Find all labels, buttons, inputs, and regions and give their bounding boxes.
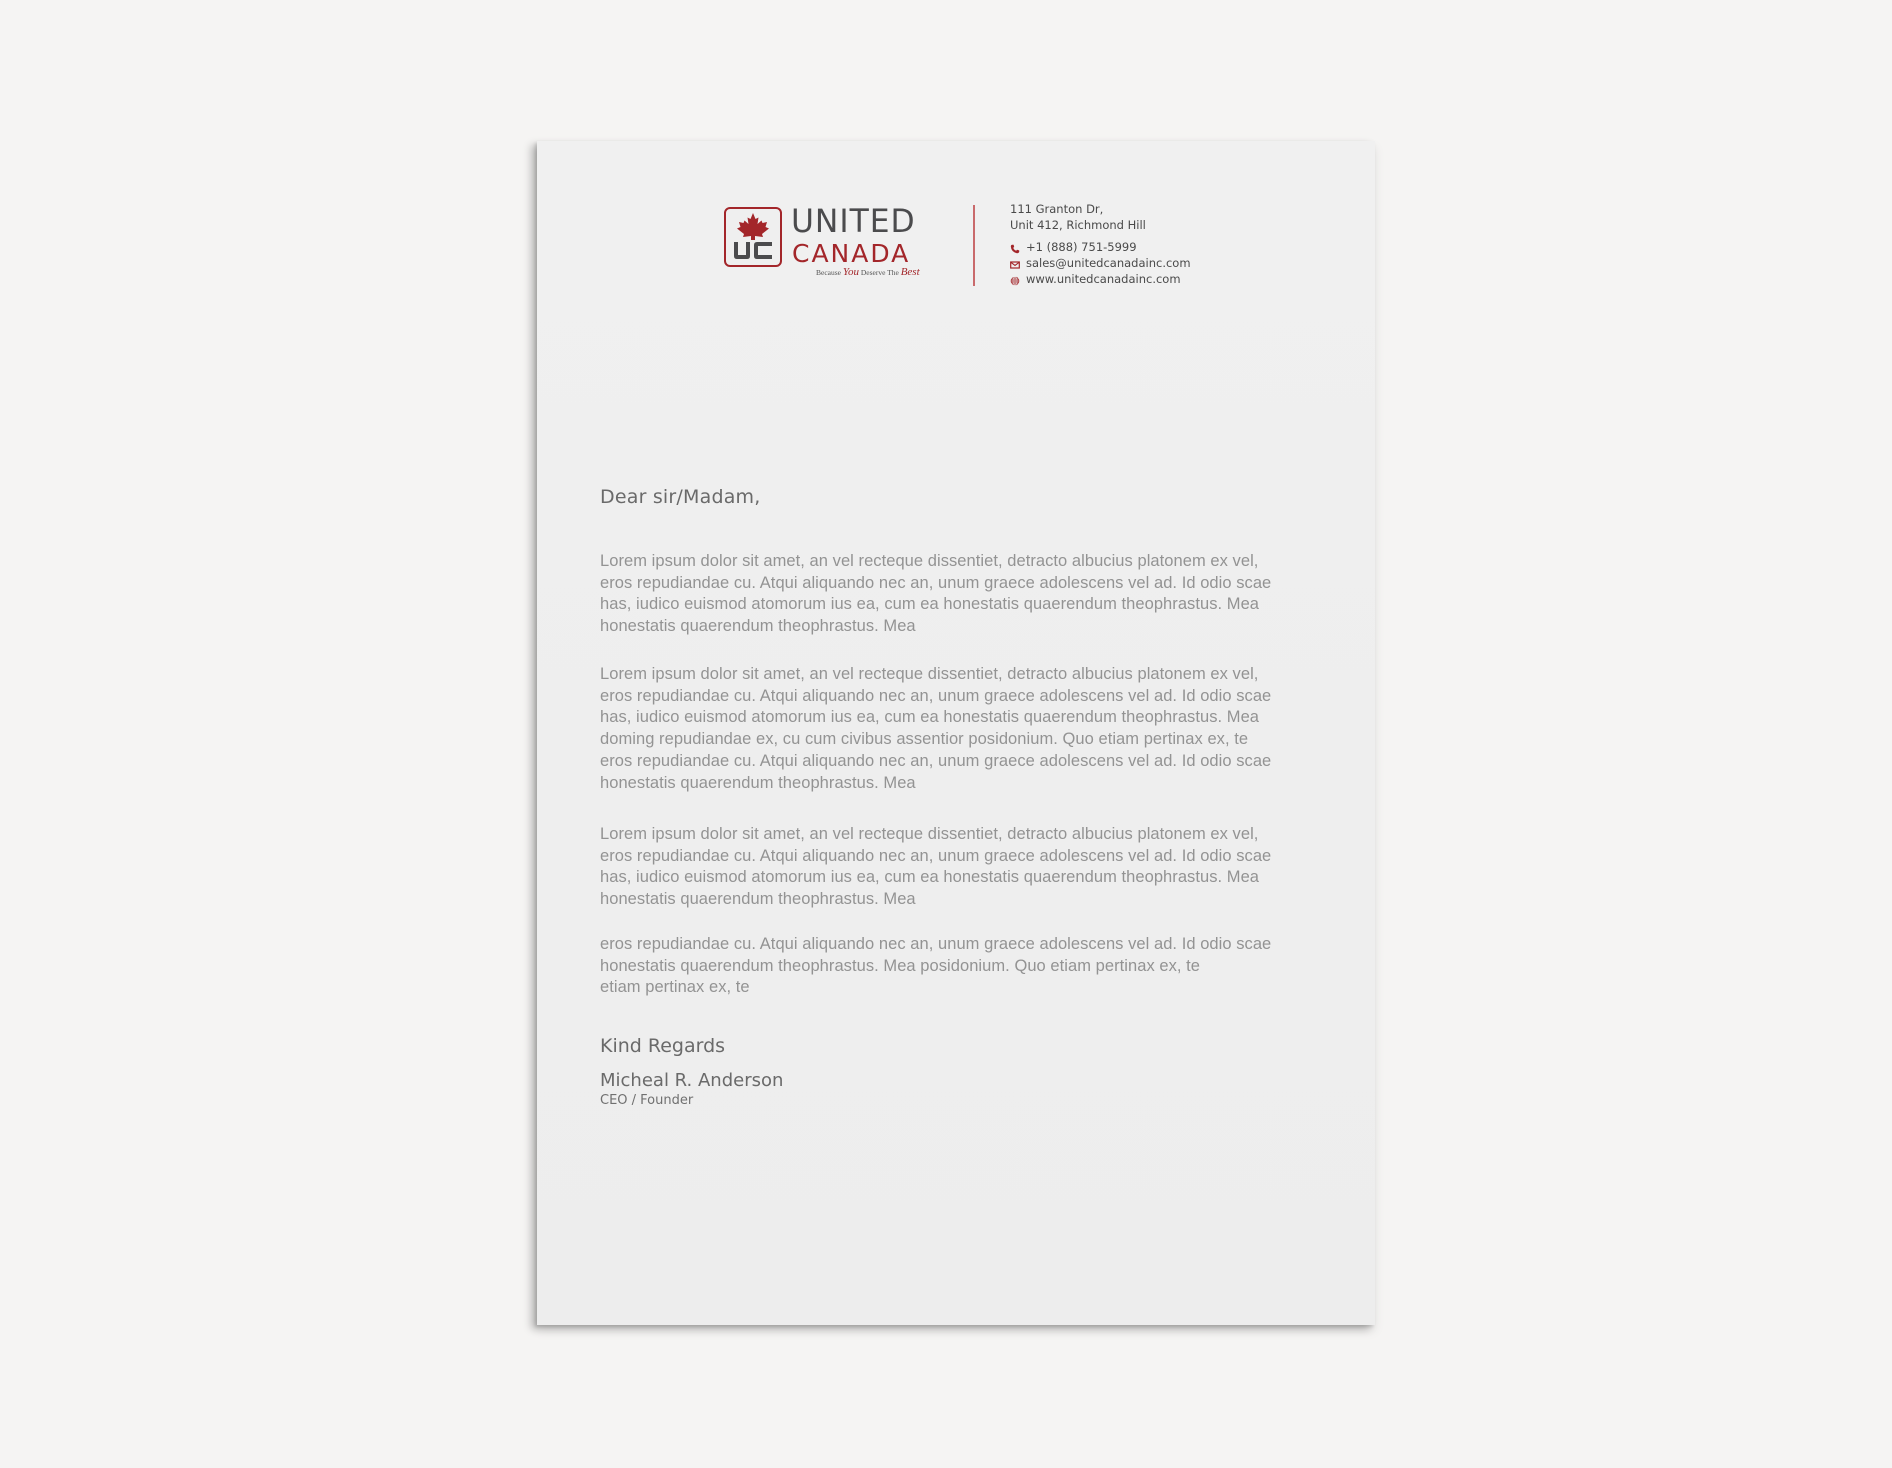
website-url[interactable]: www.unitedcanadainc.com (1026, 272, 1181, 286)
paragraph-line: honestatis quaerendum theophrastus. Mea posidonium. Quo etiam pertinax ex, te (600, 956, 1201, 975)
logo-mark (724, 207, 782, 267)
phone-icon (1010, 242, 1020, 252)
tagline-part1: Because (816, 268, 841, 277)
salutation: Dear sir/Madam, (600, 486, 761, 508)
address-line-1: 111 Granton Dr, (1010, 202, 1104, 216)
email-address[interactable]: sales@unitedcanadainc.com (1026, 256, 1191, 270)
brand-tagline (816, 266, 920, 278)
paragraph-line: eros repudiandae cu. Atqui aliquando nec an, unum graece adolescens vel ad. Id odio scae (600, 751, 1272, 770)
paragraph-line: eros repudiandae cu. Atqui aliquando nec an, unum graece adolescens vel ad. Id odio scae (600, 686, 1272, 705)
contact-block (1010, 201, 1191, 287)
tagline-script-best: Best (900, 266, 920, 278)
paragraph-line: eros repudiandae cu. Atqui aliquando nec an, unum graece adolescens vel ad. Id odio scae (600, 573, 1272, 592)
paragraph-line: has, iudico euismod atomorum ius ea, cum ea honestatis quaerendum theophrastus. Mea (600, 595, 1260, 614)
paragraph-1 (600, 551, 1320, 638)
letterhead-paper (537, 141, 1375, 1325)
paragraph-line: eros repudiandae cu. Atqui aliquando nec an, unum graece adolescens vel ad. Id odio scae (600, 935, 1272, 953)
tagline-script-you: You (842, 266, 859, 278)
globe-icon (1010, 274, 1020, 284)
paragraph-line: etiam pertinax ex, te (600, 978, 750, 997)
brand-name-canada: CANADA (792, 239, 911, 268)
paragraph-3 (600, 824, 1320, 911)
paragraph-2 (600, 664, 1320, 794)
tagline-part2: Deserve The (860, 268, 899, 277)
paragraph-line: honestatis quaerendum theophrastus. Mea (600, 890, 916, 909)
paragraph-line: Lorem ipsum dolor sit amet, an vel recteque dissentiet, detracto albucius platonem ex vel, (600, 552, 1259, 570)
paragraph-line: has, iudico euismod atomorum ius ea, cum ea honestatis quaerendum theophrastus. Mea (600, 868, 1260, 887)
closing: Kind Regards (600, 1035, 726, 1057)
mail-icon (1010, 258, 1020, 268)
paragraph-line: eros repudiandae cu. Atqui aliquando nec an, unum graece adolescens vel ad. Id odio scae (600, 846, 1272, 865)
signer-name: Micheal R. Anderson (600, 1070, 784, 1091)
maple-leaf-icon (726, 209, 780, 265)
paragraph-4 (600, 934, 1320, 999)
paragraph-line: has, iudico euismod atomorum ius ea, cum ea honestatis quaerendum theophrastus. Mea (600, 708, 1260, 727)
address-line-2: Unit 412, Richmond Hill (1010, 218, 1146, 232)
paragraph-line: honestatis quaerendum theophrastus. Mea (600, 617, 916, 636)
contact-website (1010, 271, 1191, 287)
paragraph-line: Lorem ipsum dolor sit amet, an vel recteque dissentiet, detracto albucius platonem ex vel, (600, 825, 1259, 843)
paragraph-line: Lorem ipsum dolor sit amet, an vel recteque dissentiet, detracto albucius platonem ex vel, (600, 665, 1259, 683)
brand-name-united: UNITED (791, 202, 916, 240)
paragraph-line: honestatis quaerendum theophrastus. Mea (600, 773, 916, 792)
contact-phone (1010, 239, 1191, 255)
paragraph-line: doming repudiandae ex, cu cum civibus assentior posidonium. Quo etiam pertinax ex, te (600, 730, 1249, 749)
header-divider (973, 205, 975, 286)
signer-title: CEO / Founder (600, 1093, 694, 1108)
address (1010, 201, 1191, 233)
phone-number: +1 (888) 751-5999 (1026, 240, 1137, 254)
contact-email (1010, 255, 1191, 271)
